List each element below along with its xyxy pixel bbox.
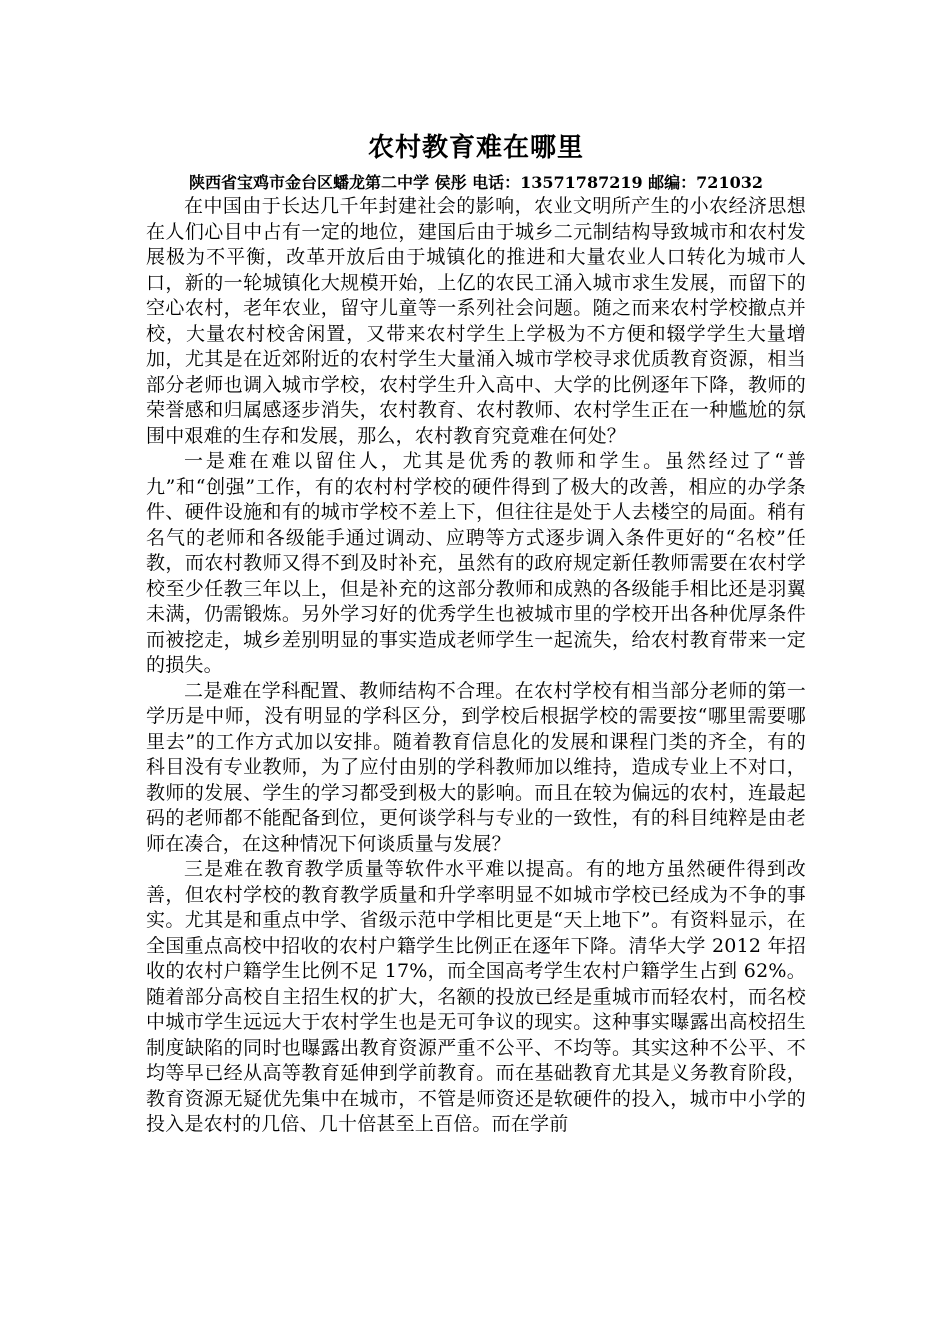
paragraph-point-three: 三是难在教育教学质量等软件水平难以提高。有的地方虽然硬件得到改善，但农村学校的教育教学质量和升学率明显不如城市学校已经成为不争的事实。尤其是和重点中学、省级示范中学相比更是“天上地下”。有资料显示，在全国重点高校中招收的农村户籍学生比例正在逐年下降。清华大学 2012 年招收的农村户籍学生比例不足 17%，而全国高考学生农村户籍学生占到 62%。随着部分高校自主招生权的扩大，名额的投放已经是重城市而轻农村，而名校中城市学生远远大于农村学生也是无可争议的现实。这种事实曝露出高校招生制度缺陷的同时也曝露出教育资源严重不公平、不均等。其实这种不公平、不均等早已经从高等教育延伸到学前教育。而在基础教育尤其是义务教育阶段，教育资源无疑优先集中在城市，不管是师资还是软硬件的投入，城市中小学的投入是农村的几倍、几十倍甚至上百倍。而在学前 — [146, 858, 806, 1135]
author-byline: 陕西省宝鸡市金台区蟠龙第二中学 侯彤 电话：13571787219 邮编：721032 — [189, 173, 763, 192]
document-title: 农村教育难在哪里 — [367, 133, 584, 163]
paragraph-point-two: 二是难在学科配置、教师结构不合理。在农村学校有相当部分老师的第一学历是中师，没有明显的学科区分，到学校后根据学校的需要按“哪里需要哪里去”的工作方式加以安排。随着教育信息化的发展和课程门类的齐全，有的科目没有专业教师，为了应付由别的学科教师加以维持，造成专业上不对口，教师的发展、学生的学习都受到极大的影响。而且在较为偏远的农村，连最起码的老师都不能配备到位，更何谈学科与专业的一致性，有的科目纯粹是由老师在凑合，在这种情况下何谈质量与发展？ — [146, 679, 806, 855]
paragraph-point-one: 一是难在难以留住人，尤其是优秀的教师和学生。虽然经过了“普九”和“创强”工作，有的农村村学校的硬件得到了极大的改善，相应的办学条件、硬件设施和有的城市学校不差上下，但往往是处于人去楼空的局面。稍有名气的老师和各级能手通过调动、应聘等方式逐步调入条件更好的“名校”任教，而农村教师又得不到及时补充，虽然有的政府规定新任教师需要在农村学校至少任教三年以上，但是补充的这部分教师和成熟的各级能手相比还是羽翼未满，仍需锻炼。另外学习好的优秀学生也被城市里的学校开出各种优厚条件而被挖走，城乡差别明显的事实造成老师学生一起流失，给农村教育带来一定的损失。 — [146, 450, 806, 676]
document-page — [146, 128, 806, 1138]
document-body — [146, 194, 806, 1138]
paragraph-intro: 在中国由于长达几千年封建社会的影响，农业文明所产生的小农经济思想在人们心目中占有一定的地位，建国后由于城乡二元制结构导致城市和农村发展极为不平衡，改革开放后由于城镇化的推进和大量农业人口转化为城市人口，新的一轮城镇化大规模开始，上亿的农民工涌入城市求生发展，而留下的空心农村，老年农业，留守儿童等一系列社会问题。随之而来农村学校撤点并校，大量农村校舍闲置，又带来农村学生上学极为不方便和辍学学生大量增加，尤其是在近郊附近的农村学生大量涌入城市学校寻求优质教育资源，相当部分老师也调入城市学校，农村学生升入高中、大学的比例逐年下降，教师的荣誉感和归属感逐步消失，农村教育、农村教师、农村学生正在一种尴尬的氛围中艰难的生存和发展，那么，农村教育究竟难在何处？ — [146, 195, 806, 447]
